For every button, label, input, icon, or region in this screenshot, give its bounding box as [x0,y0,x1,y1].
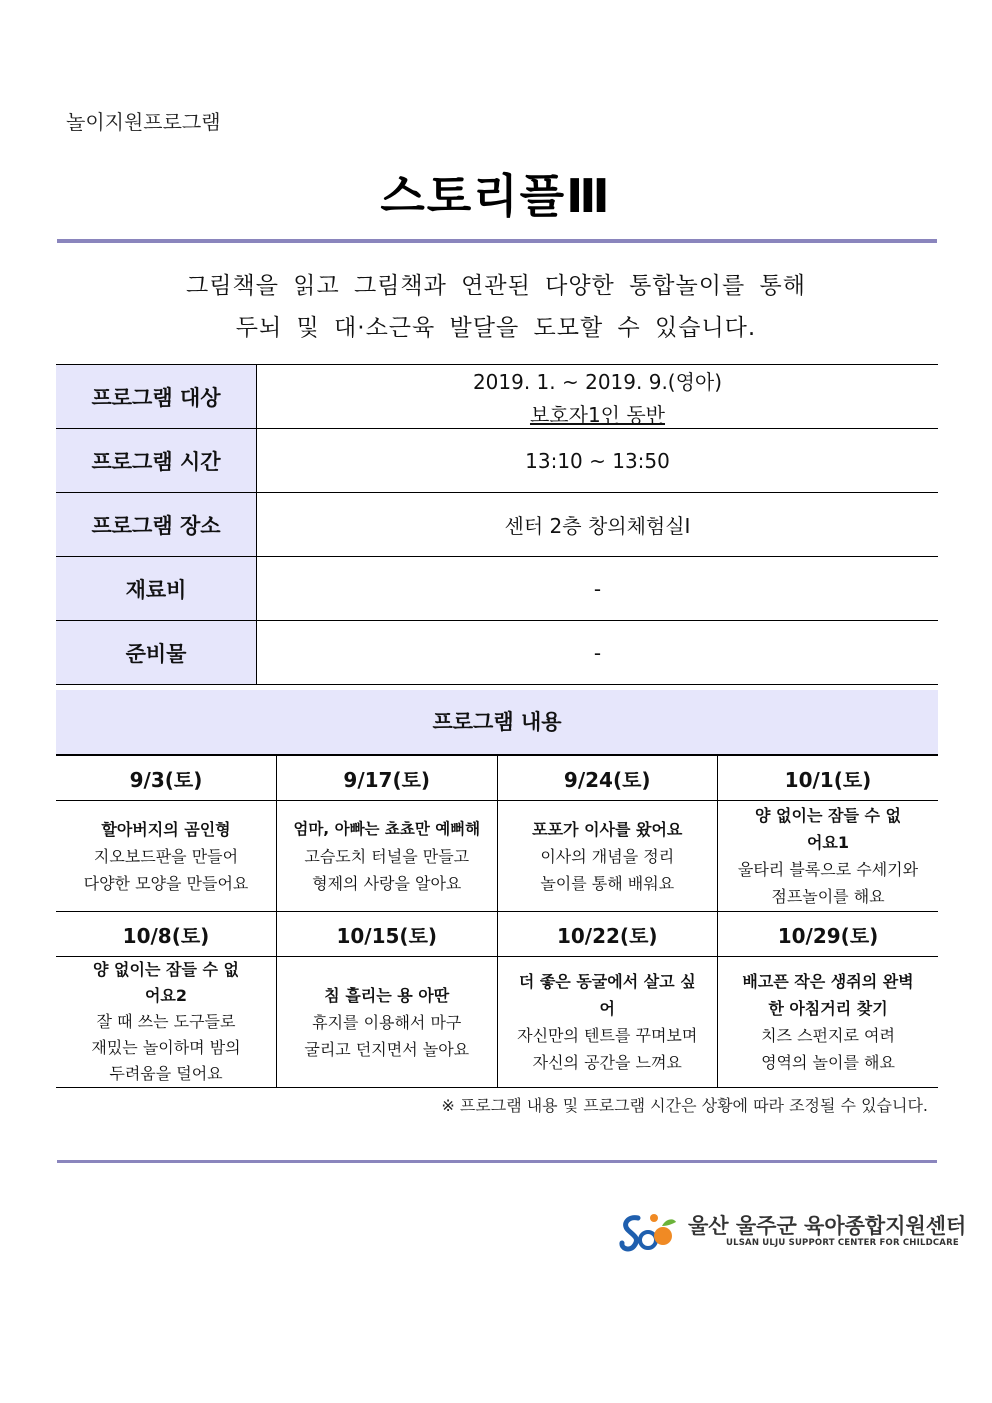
session-title: 배고픈 작은 생쥐의 완벽한 아침거리 찾기 [742,972,914,1018]
session-desc: 두려움을 덜어요 [109,1064,223,1083]
session-date: 10/22(토) [497,912,718,957]
target-guardian: 보호자1인 동반 [529,402,665,427]
session-title: 할아버지의 곰인형 [101,819,231,839]
time-label: 프로그램 시간 [56,429,257,493]
session-date: 10/29(토) [718,912,939,957]
ulju-center-logo-icon [618,1210,680,1254]
session-desc: 놀이를 통해 배워요 [540,873,675,893]
fee-value: - [257,557,939,621]
prep-value: - [257,621,939,685]
session-title: 포포가 이사를 왔어요 [532,819,683,839]
session-desc: 치즈 스펀지로 여려 [761,1026,895,1045]
page-title: 스토리플Ⅲ [380,169,612,223]
session-desc: 점프놀이를 해요 [771,887,885,906]
intro-line-2: 두뇌 및 대·소근육 발달을 도모할 수 있습니다. [235,315,757,341]
session-desc: 다양한 모양을 만들어요 [83,873,249,893]
info-row-prep [56,621,938,685]
schedule-content-row [56,957,938,1088]
center-logo [618,1208,967,1256]
session-desc: 자신의 공간을 느껴요 [532,1053,682,1072]
info-row-fee [56,557,938,621]
session-desc: 굴리고 던지면서 놀아요 [304,1039,470,1059]
session-desc: 재밌는 놀이하며 밤의 [91,1038,241,1057]
schedule-date-row [56,912,938,957]
session-date: 10/8(토) [56,912,277,957]
session-desc: 휴지를 이용해서 마구 [312,1012,462,1032]
place-label: 프로그램 장소 [56,493,257,557]
place-value: 센터 2층 창의체험실Ⅰ [257,493,939,557]
session-date: 10/15(토) [277,912,498,957]
info-row-time [56,429,938,493]
schedule-note: ※ 프로그램 내용 및 프로그램 시간은 상황에 따라 조정될 수 있습니다. [441,1096,928,1115]
session-cell [497,801,718,912]
session-title: 양 없이는 잠들 수 없어요2 [93,960,239,1005]
program-type-label: 놀이지원프로그램 [66,110,221,134]
content-heading: 프로그램 내용 [56,690,938,755]
session-desc: 잘 때 쓰는 도구들로 [96,1012,236,1031]
session-date: 9/3(토) [56,756,277,801]
session-title: 양 없이는 잠들 수 없어요1 [755,806,901,852]
schedule-table [56,755,938,1088]
session-cell [56,957,277,1088]
top-divider [57,239,937,243]
org-name: 울산 울주군 육아종합지원센터 [688,1214,967,1238]
target-value [257,365,939,429]
session-desc: 자신만의 텐트를 꾸며보며 [517,1026,698,1045]
session-title: 엄마, 아빠는 쵸쵸만 예뻐해 [293,819,481,838]
session-cell [497,957,718,1088]
program-info-table [56,364,938,685]
org-name-en: ULSAN ULJU SUPPORT CENTER FOR CHILDCARE [726,1238,959,1248]
session-cell [718,801,939,912]
session-date: 9/24(토) [497,756,718,801]
session-cell [277,801,498,912]
session-desc: 영역의 놀이를 해요 [761,1053,895,1072]
prep-label: 준비물 [56,621,257,685]
session-desc: 이사의 개념을 정리 [540,846,675,866]
schedule-content-row [56,801,938,912]
session-cell [718,957,939,1088]
session-title: 침 흘리는 용 아딴 [324,985,450,1005]
target-period: 2019. 1. ~ 2019. 9.(영아) [472,369,723,394]
info-row-place [56,493,938,557]
session-desc: 지오보드판을 만들어 [93,846,239,866]
session-date: 9/17(토) [277,756,498,801]
session-desc: 고슴도치 터널을 만들고 [304,846,470,866]
session-desc: 형제의 사랑을 알아요 [312,873,462,893]
intro-line-1: 그림책을 읽고 그림책과 연관된 다양한 통합놀이를 통해 [186,273,806,299]
target-label: 프로그램 대상 [56,365,257,429]
session-cell [56,801,277,912]
session-desc: 울타리 블록으로 수세기와 [737,860,919,879]
session-title: 더 좋은 동굴에서 살고 싶어 [518,972,696,1018]
fee-label: 재료비 [56,557,257,621]
time-value: 13:10 ~ 13:50 [257,429,939,493]
session-date: 10/1(토) [718,756,939,801]
info-row-target [56,365,938,429]
session-cell [277,957,498,1088]
bottom-divider [57,1160,937,1163]
schedule-date-row [56,756,938,801]
